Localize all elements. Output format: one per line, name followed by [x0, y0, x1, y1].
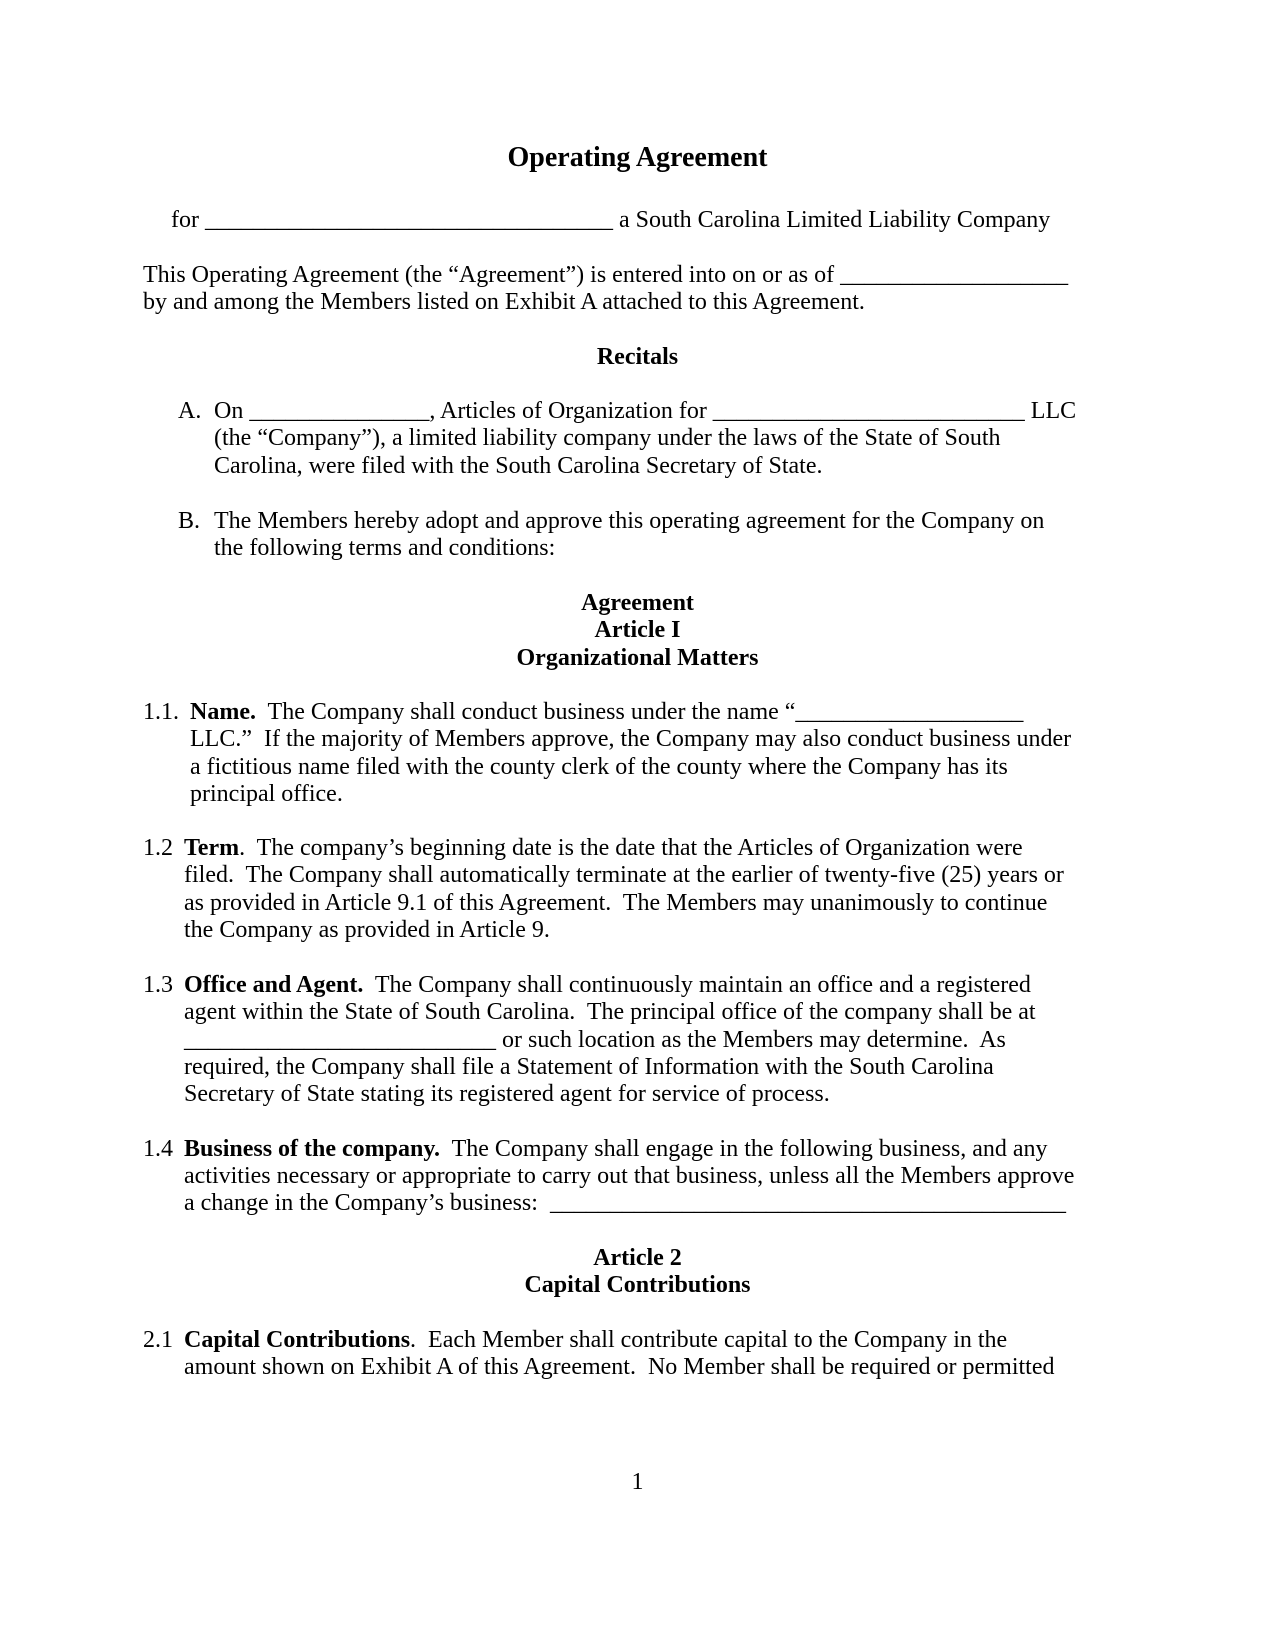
section-1-3-first-line — [184, 971, 1031, 999]
section-1-1-heading: Name. — [190, 699, 256, 725]
recital-a-marker: A. — [178, 398, 202, 424]
section-1-3-line-3: __________________________ or such location as the Members may determine. As — [184, 1027, 1006, 1053]
section-1-2-line-3: as provided in Article 9.1 of this Agreement. The Members may unanimously to continue — [184, 890, 1048, 916]
section-1-1-text: The Company shall conduct business under the name “___________________ — [255, 699, 1024, 725]
section-2-1-text: . Each Member shall contribute capital to the Company in the — [410, 1327, 1008, 1353]
recital-a-line-3: Carolina, were filed with the South Carolina Secretary of State. — [214, 453, 823, 479]
section-1-4-line-2: activities necessary or appropriate to carry out that business, unless all the Members approve — [184, 1163, 1075, 1189]
intro-line-1: This Operating Agreement (the “Agreement”) is entered into on or as of ___________________ — [143, 262, 1069, 288]
recital-a-line-2: (the “Company”), a limited liability company under the laws of the State of South — [214, 425, 1001, 451]
section-2-1-line-2: amount shown on Exhibit A of this Agreement. No Member shall be required or permitted — [184, 1354, 1055, 1380]
recital-b-line-2: the following terms and conditions: — [214, 535, 556, 561]
section-2-1-heading: Capital Contributions — [184, 1327, 411, 1353]
section-1-3-line-2: agent within the State of South Carolina. The principal office of the company shall be at — [184, 999, 1036, 1025]
section-1-4-text: The Company shall engage in the following business, and any — [440, 1136, 1048, 1162]
page-number: 1 — [631, 1469, 644, 1495]
recital-b-marker: B. — [178, 508, 201, 534]
recital-a-line-1: On _______________, Articles of Organization for __________________________ LLC — [214, 398, 1077, 424]
section-1-1-line-2: LLC.” If the majority of Members approve, the Company may also conduct business under — [190, 726, 1072, 752]
section-1-2-heading: Term — [184, 835, 240, 861]
agreement-heading: Agreement — [581, 590, 694, 616]
section-1-4-number: 1.4 — [143, 1136, 173, 1162]
recitals-heading: Recitals — [596, 344, 679, 370]
article-2-heading: Article 2 — [593, 1245, 682, 1271]
section-2-1-first-line — [184, 1326, 1007, 1354]
section-1-3-line-4: required, the Company shall file a Statement of Information with the South Carolina — [184, 1054, 994, 1080]
section-1-3-line-5: Secretary of State stating its registered agent for service of process. — [184, 1081, 830, 1107]
section-1-2-line-2: filed. The Company shall automatically terminate at the earlier of twenty-five (25) years or — [184, 862, 1064, 888]
article-1-title: Organizational Matters — [516, 645, 759, 671]
article-2-title: Capital Contributions — [524, 1272, 751, 1298]
section-1-4-line-3: a change in the Company’s business: ___________________________________________ — [184, 1190, 1066, 1216]
section-2-1-number: 2.1 — [143, 1327, 173, 1353]
section-1-2-line-4: the Company as provided in Article 9. — [184, 917, 550, 943]
intro-line-2: by and among the Members listed on Exhibit A attached to this Agreement. — [143, 289, 865, 315]
section-1-4-heading: Business of the company. — [184, 1136, 441, 1162]
document-title: Operating Agreement — [507, 142, 768, 173]
section-1-3-number: 1.3 — [143, 972, 173, 998]
section-1-1-line-3: a fictitious name filed with the county clerk of the county where the Company has its — [190, 754, 1008, 780]
section-1-1-number: 1.1. — [143, 699, 179, 725]
section-1-2-number: 1.2 — [143, 835, 173, 861]
section-1-3-text: The Company shall continuously maintain an office and a registered — [363, 972, 1031, 998]
article-1-heading: Article I — [594, 617, 681, 643]
section-1-3-heading: Office and Agent. — [184, 972, 364, 998]
section-1-4-first-line — [184, 1135, 1048, 1163]
section-1-1-line-4: principal office. — [190, 781, 343, 807]
section-1-2-first-line — [184, 834, 1023, 862]
recital-b-line-1: The Members hereby adopt and approve this operating agreement for the Company on — [214, 508, 1045, 534]
section-1-2-text: . The company’s beginning date is the date that the Articles of Organization were — [239, 835, 1023, 861]
company-name-line: for __________________________________ a South Carolina Limited Liability Company — [171, 207, 1051, 233]
section-1-1-first-line — [190, 698, 1023, 726]
